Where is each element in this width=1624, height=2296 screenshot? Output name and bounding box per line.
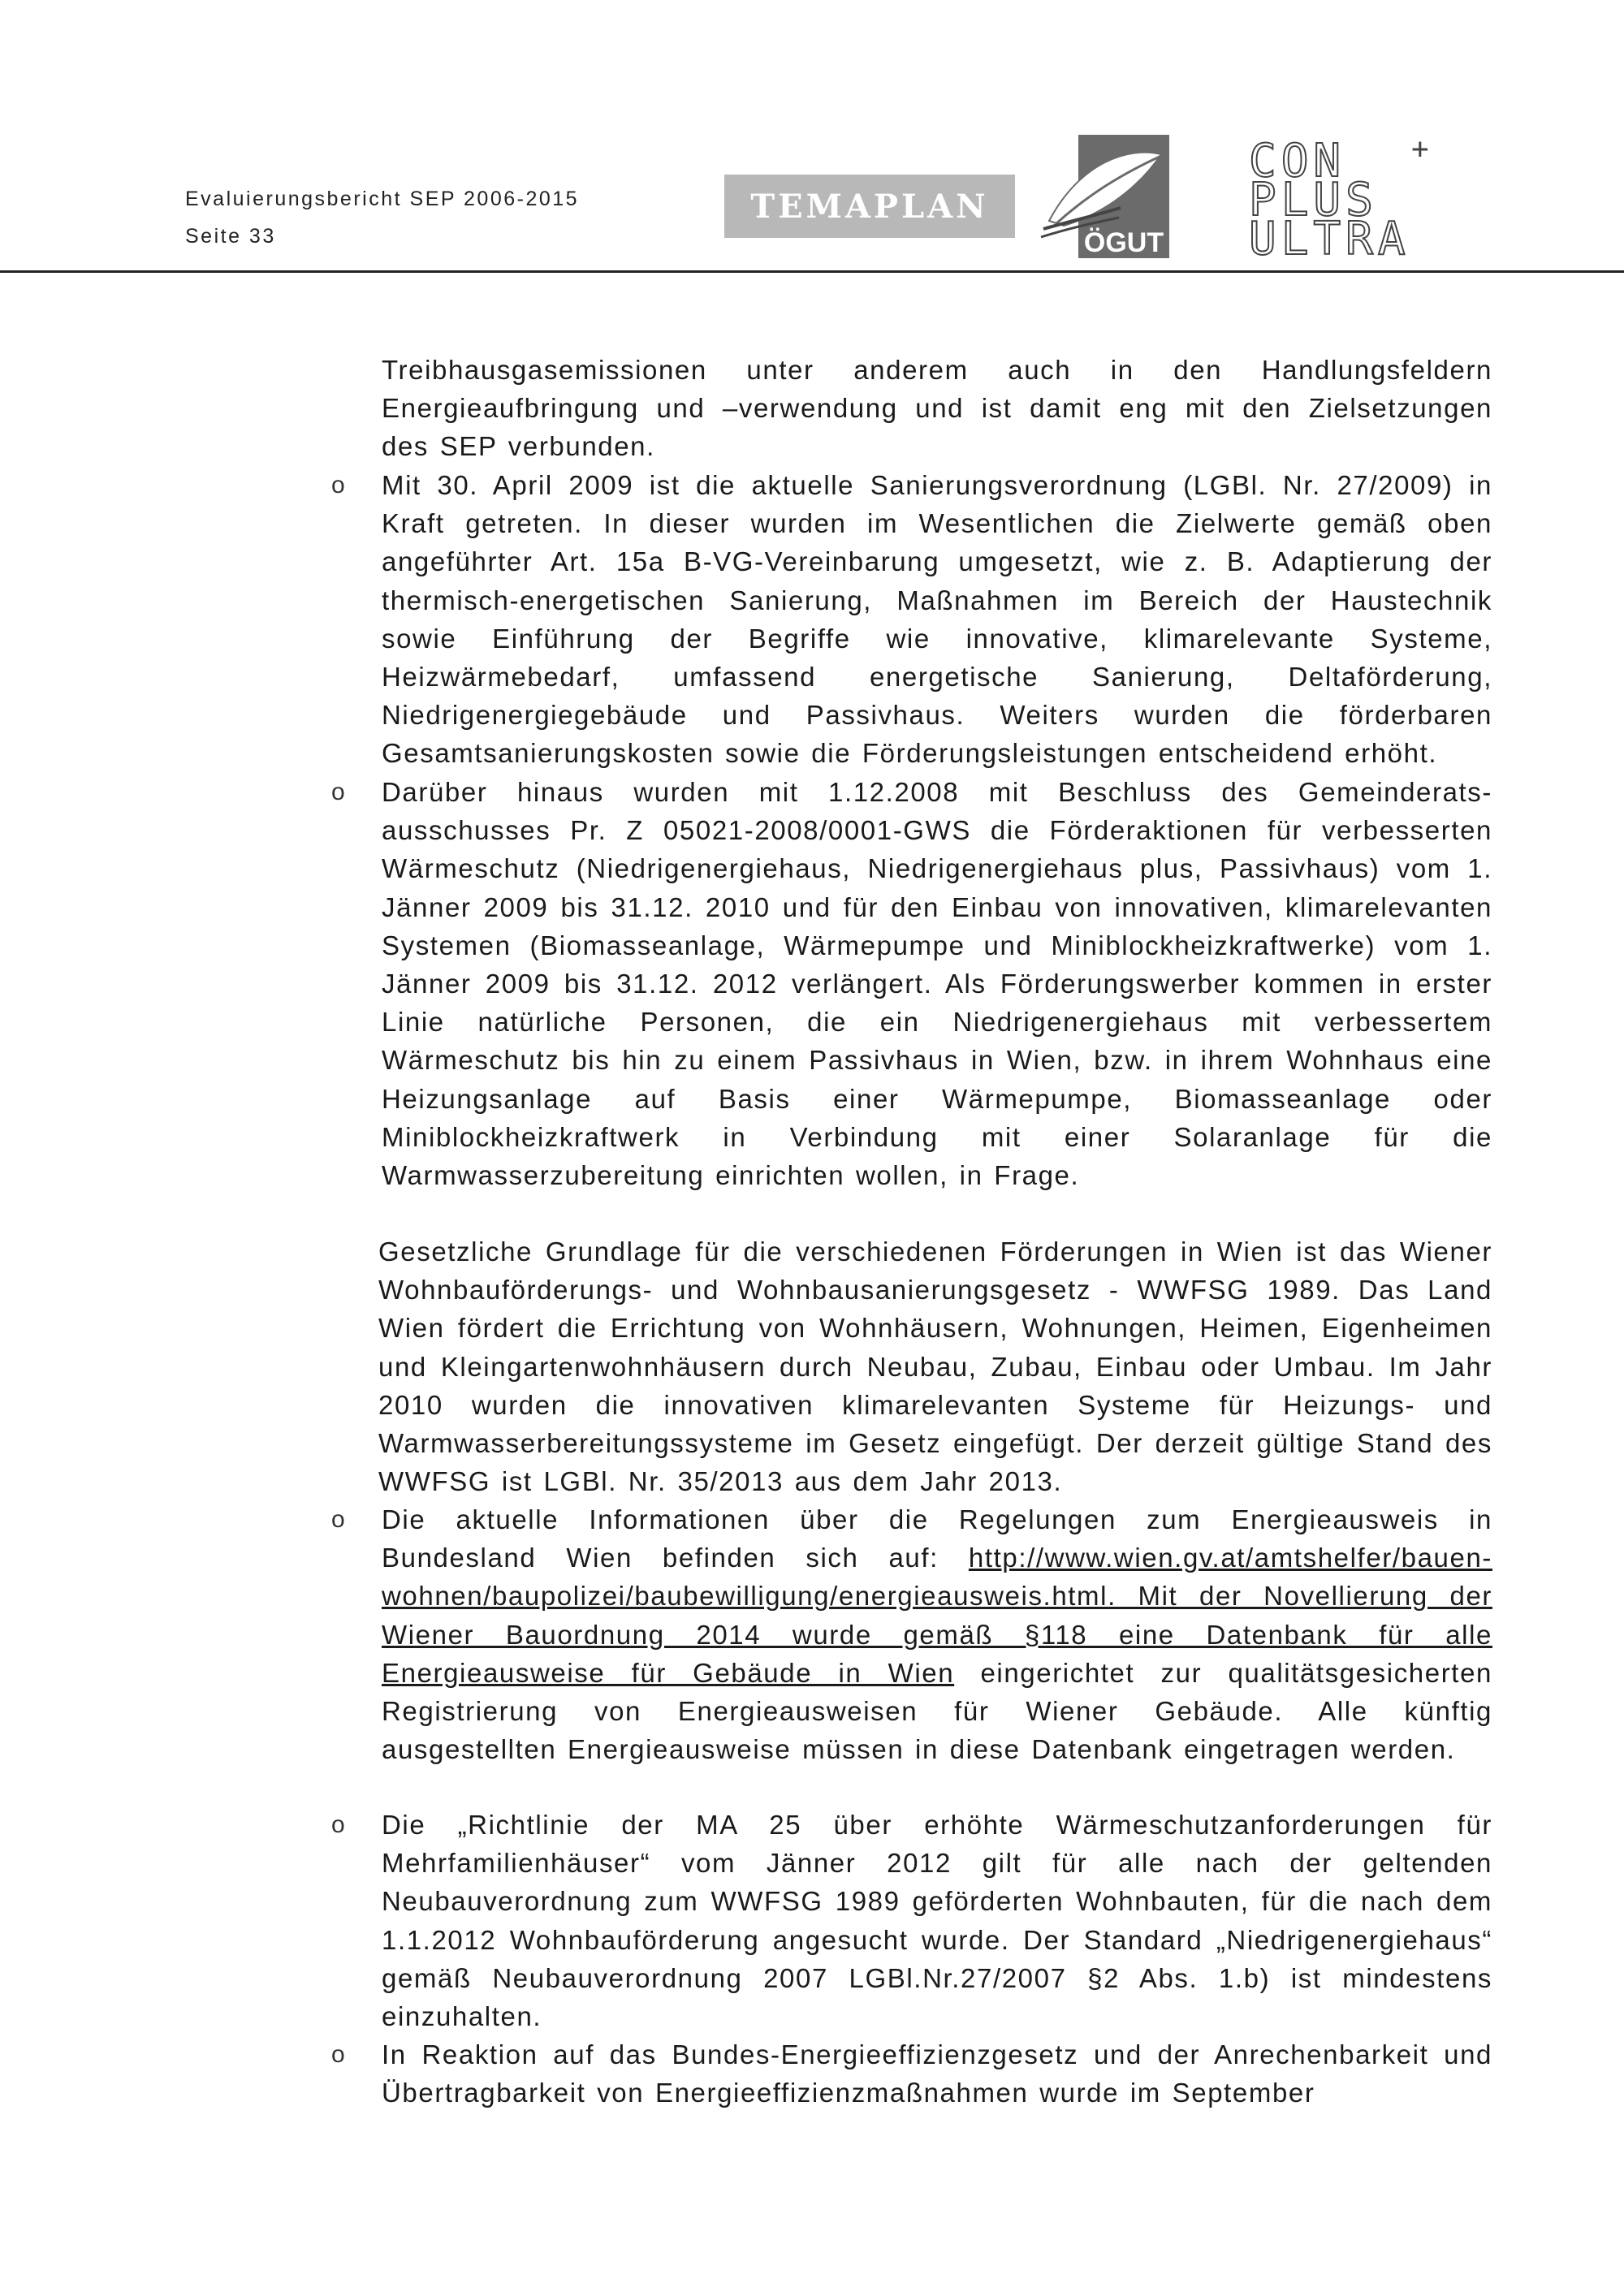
header-divider xyxy=(0,270,1624,273)
energieausweis-link[interactable]: http://www.wien.gv.at/amtshelfer/bauen-wohnen/baupolizei/baubewilligung/energieausweis.html. Mit der Novellierung der Wiener Bauordnung 2014 wurde gemäß §118 eine Datenbank für alle Energieausweise für Gebäude in Wien xyxy=(382,1543,1492,1688)
temaplan-logo xyxy=(724,175,1015,238)
bullet-marker: o xyxy=(331,2041,345,2068)
conplus-line-3: ULTRA xyxy=(1249,213,1410,264)
header-text-block xyxy=(185,180,579,255)
continued-paragraph: Treibhausgasemissionen unter anderem auch in den Handlungsfeldern Energieaufbringung und –verwendung und ist damit eng mit den Zielsetzungen des SEP verbunden. xyxy=(382,355,1492,462)
list-item-richtlinie-ma25: Die „Richtlinie der MA 25 über erhöhte Wärmeschutzanforderungen für Mehrfamilienhäuser“ vom Jänner 2012 gilt für alle nach der geltenden Neubauverordnung zum WWFSG 1989 geförderten Wohnbauten, für die nach dem 1.1.2012 Wohnbauförderung angesucht wurde. Der Standard „Niedrigenergiehaus“ gemäß Neubauverordnung 2007 LGBl.Nr.27/2007 §2 Abs. 1.b) ist mindestens einzuhalten. xyxy=(382,1810,1492,2032)
page-header xyxy=(0,0,1624,276)
energieausweis-intro: Die aktuelle Informationen über die Regelungen zum Energieausweis in Bundesland Wien befinden sich auf: xyxy=(382,1504,1492,1573)
conplus-line-2: PLUS xyxy=(1249,174,1378,227)
paragraph-wwfsg: Gesetzliche Grundlage für die verschiedenen Förderungen in Wien ist das Wiener Wohnbauförderungs- und Wohnbausanierungsgesetz - WWFSG 1989. Das Land Wien fördert die Errichtung von Wohnhäusern, Wohnungen, Heimen, Eigenheimen und Kleingartenwohnhäusern durch Neubau, Zubau, Einbau oder Umbau. Im Jahr 2010 wurden die innovativen klimarelevanten Systeme für Heizungs- und Warmwasserbereitungssysteme im Gesetz eingefügt. Der derzeit gültige Stand des WWFSG ist LGBl. Nr. 35/2013 aus dem Jahr 2013. xyxy=(378,1236,1492,1497)
list-item-energieausweis xyxy=(382,1500,1492,1768)
energieausweis-rest: eingerichtet zur qualitätsgesicherten Registrierung von Energieausweisen für Wiener Gebäude. Alle künftig ausgestellten Energieausweise müssen in diese Datenbank eingetragen werden. xyxy=(382,1657,1492,1765)
temaplan-logo-text: TEMAPLAN xyxy=(750,187,989,226)
bullet-marker: o xyxy=(331,472,345,498)
conplus-line-1: CON xyxy=(1249,135,1346,188)
ogut-logo xyxy=(1039,130,1169,260)
page-number: Seite 33 xyxy=(185,225,276,248)
bullet-marker: o xyxy=(331,779,345,805)
conplus-plus-mark: + xyxy=(1411,134,1429,166)
ogut-logo-text: ÖGUT xyxy=(1083,227,1164,258)
list-item-energieeffizienzgesetz: In Reaktion auf das Bundes-Energieeffizienzgesetz und der Anrechenbarkeit und Übertragbarkeit von Energieeffizienzmaßnahmen wurde im September xyxy=(382,2039,1492,2108)
list-item-sanierungsverordnung: Mit 30. April 2009 ist die aktuelle Sanierungsverordnung (LGBl. Nr. 27/2009) in Kraft getreten. In dieser wurden im Wesentlichen die Zielwerte gemäß oben angeführter Art. 15a B-VG-Vereinbarung umgesetzt, wie z. B. Adaptierung der thermisch-energetischen Sanierung, Maßnahmen im Bereich der Haustechnik sowie Einführung der Begriffe wie innovative, klimarelevante Systeme, Heizwärmebedarf, umfassend energetische Sanierung, Deltaförderung, Niedrigenergiegebäude und Passivhaus. Weiters wurden die förderbaren Gesamtsanierungskosten sowie die Förderungsleistungen entscheidend erhöht. xyxy=(382,470,1492,769)
list-item-foerderaktionen: Darüber hinaus wurden mit 1.12.2008 mit Beschluss des Gemeinderats-ausschusses Pr. Z 05021-2008/0001-GWS die Förderaktionen für verbesserten Wärmeschutz (Niedrigenergiehaus, Niedrigenergiehaus plus, Passivhaus) vom 1. Jänner 2009 bis 31.12. 2010 und für den Einbau von innovativen, klimarelevanten Systemen (Biomasseanlage, Wärmepumpe und Miniblockheizkraftwerke) vom 1. Jänner 2009 bis 31.12. 2012 verlängert. Als Förderungswerber kommen in erster Linie natürliche Personen, die ein Niedrigenergiehaus mit verbessertem Wärmeschutz bis hin zu einem Passivhaus in Wien, bzw. in ihrem Wohnhaus eine Heizungsanlage auf Basis einer Wärmepumpe, Biomasseanlage oder Miniblockheizkraftwerk in Verbindung mit einer Solaranlage für die Warmwasserzubereitung einrichten wollen, in Frage. xyxy=(382,777,1492,1191)
conplusultra-logo xyxy=(1249,134,1452,264)
report-title: Evaluierungsbericht SEP 2006-2015 xyxy=(185,188,580,210)
bullet-marker: o xyxy=(331,1506,345,1533)
bullet-marker: o xyxy=(331,1811,345,1838)
